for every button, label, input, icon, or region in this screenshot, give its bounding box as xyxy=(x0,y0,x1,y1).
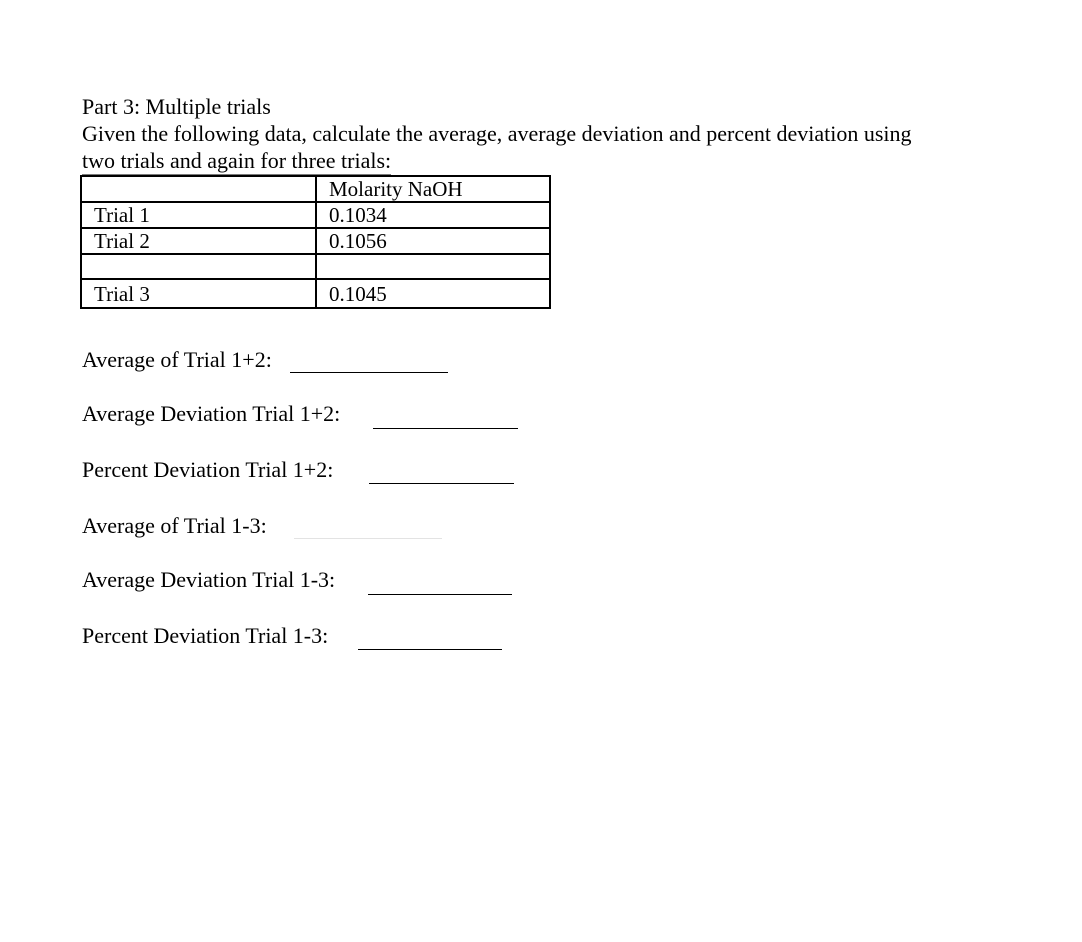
table-cell-label: Trial 2 xyxy=(81,228,316,254)
table-header-cell-empty xyxy=(81,176,316,202)
table-cell-label: Trial 1 xyxy=(81,202,316,228)
question-average-deviation-1-3: Average Deviation Trial 1-3: xyxy=(82,567,336,592)
table-row xyxy=(81,202,550,228)
table-cell-label: Trial 3 xyxy=(81,279,316,308)
document-body xyxy=(82,93,1002,175)
part-heading: Part 3: Multiple trials xyxy=(82,94,271,119)
table-cell-value: 0.1056 xyxy=(316,228,550,254)
question-average-1-3: Average of Trial 1-3: xyxy=(82,513,267,538)
instruction-line-1: Given the following data, calculate the average, average deviation and percent deviation using xyxy=(82,121,912,146)
table-header-row xyxy=(81,176,550,202)
table-cell-value: 0.1045 xyxy=(316,279,550,308)
question-percent-deviation-1-3: Percent Deviation Trial 1-3: xyxy=(82,623,329,648)
table-row xyxy=(81,228,550,254)
table-cell-label xyxy=(81,254,316,279)
table-cell-value xyxy=(316,254,550,279)
answer-blank-average-1-2[interactable] xyxy=(290,372,448,373)
answer-blank-percent-deviation-1-2[interactable] xyxy=(369,483,514,484)
table-row xyxy=(81,279,550,308)
question-average-deviation-1-2: Average Deviation Trial 1+2: xyxy=(82,401,341,426)
answer-blank-percent-deviation-1-3[interactable] xyxy=(358,649,502,650)
table-header-cell-molarity: Molarity NaOH xyxy=(316,176,550,202)
table-cell-value: 0.1034 xyxy=(316,202,550,228)
answer-blank-average-deviation-1-2[interactable] xyxy=(373,428,518,429)
molarity-data-table xyxy=(80,175,551,309)
answer-blank-average-deviation-1-3[interactable] xyxy=(368,594,512,595)
instruction-line-2: two trials and again for three trials: xyxy=(82,148,392,173)
answer-blank-average-1-3[interactable] xyxy=(294,538,442,539)
question-average-1-2: Average of Trial 1+2: xyxy=(82,347,272,372)
question-percent-deviation-1-2: Percent Deviation Trial 1+2: xyxy=(82,457,334,482)
table-row-empty xyxy=(81,254,550,279)
